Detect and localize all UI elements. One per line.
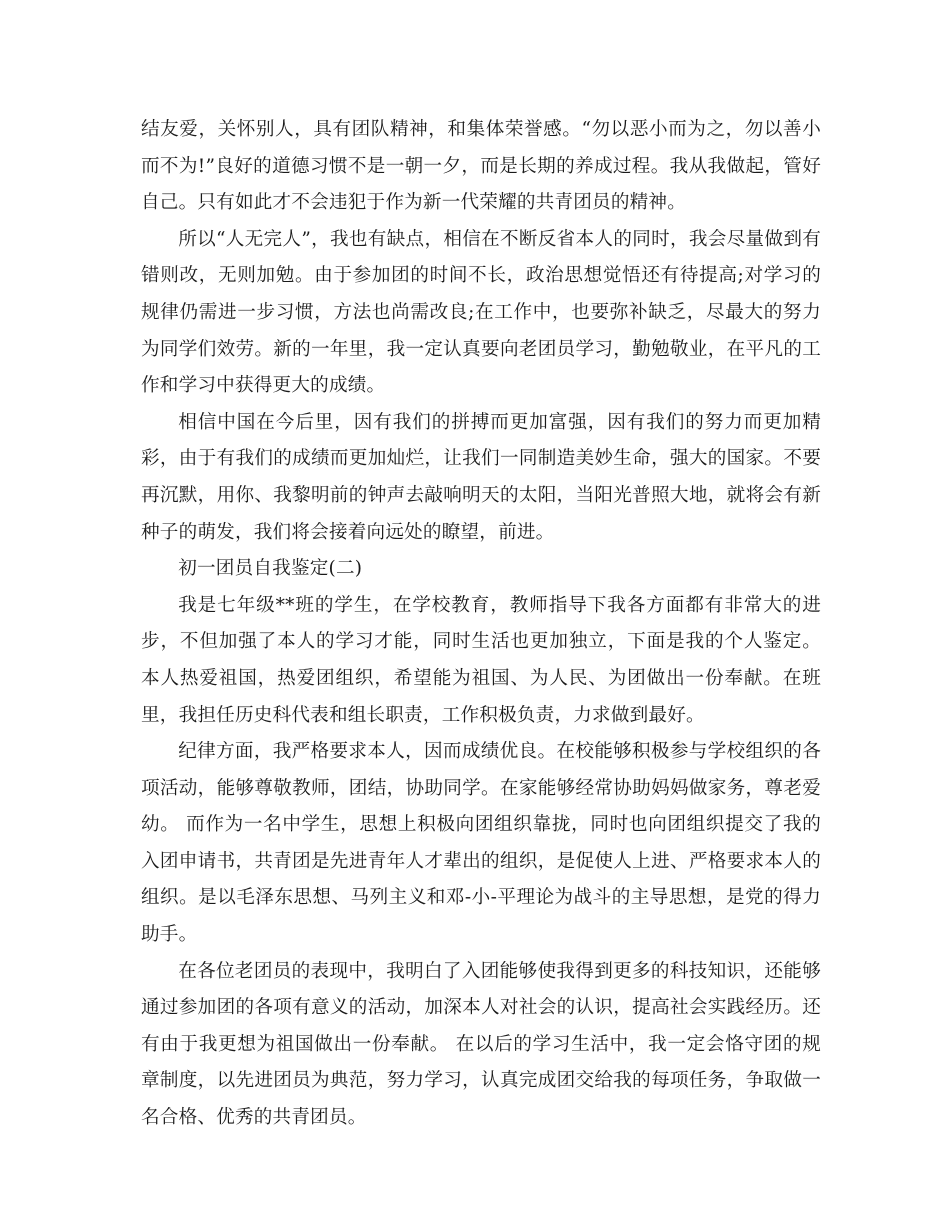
document-body bbox=[141, 112, 821, 1137]
paragraph-aspiration: 相信中国在今后里，因有我们的拼搏而更加富强，因有我们的努力而更加精彩，由于有我们的成绩而更加灿烂，让我们一同制造美妙生命，强大的国家。不要再沉默，用你、我黎明前的钟声去敲响明天的太阳，当阳光普照大地，就将会有新种子的萌发，我们将会接着向远处的瞭望，前进。 bbox=[141, 411, 821, 543]
section-heading: 初一团员自我鉴定(二) bbox=[178, 558, 363, 580]
paragraph-introduction: 我是七年级**班的学生，在学校教育，教师指导下我各方面都有非常大的进步，不但加强了本人的学习才能，同时生活也更加独立，下面是我的个人鉴定。 本人热爱祖国，热爱团组织，希望能为祖国、为人民、为团做出一份奉献。在班里，我担任历史科代表和组长职责，工作积极负责，力求做到最好。 bbox=[141, 594, 821, 726]
paragraph-discipline: 纪律方面，我严格要求本人，因而成绩优良。在校能够积极参与学校组织的各项活动，能够尊敬教师，团结，协助同学。在家能够经常协助妈妈做家务，尊老爱幼。 而作为一名中学生，思想上积极向团组织靠拢，同时也向团组织提交了我的入团申请书，共青团是先进青年人才辈出的组织，是促使人上进、严格要求本人的组织。是以毛泽东思想、马列主义和邓-小-平理论为战斗的主导思想，是党的得力助手。 bbox=[141, 741, 821, 946]
paragraph-self-reflection: 所以“人无完人”，我也有缺点，相信在不断反省本人的同时，我会尽量做到有错则改，无则加勉。由于参加团的时间不长，政治思想觉悟还有待提高;对学习的规律仍需进一步习惯，方法也尚需改良;在工作中，也要弥补缺乏，尽最大的努力为同学们效劳。新的一年里，我一定认真要向老团员学习，勤勉敬业，在平凡的工作和学习中获得更大的成绩。 bbox=[141, 228, 821, 397]
paragraph-continuation: 结友爱，关怀别人，具有团队精神，和集体荣誉感。“勿以恶小而为之，勿以善小而不为!”良好的道德习惯不是一朝一夕，而是长期的养成过程。我从我做起，管好自己。只有如此才不会违犯于作为新一代荣耀的共青团员的精神。 bbox=[141, 119, 821, 214]
paragraph-conclusion: 在各位老团员的表现中，我明白了入团能够使我得到更多的科技知识，还能够通过参加团的各项有意义的活动，加深本人对社会的认识，提高社会实践经历。还有由于我更想为祖国做出一份奉献。 在以后的学习生活中，我一定会恪守团的规章制度，以先进团员为典范，努力学习，认真完成团交给我的每项任务，争取做一名合格、优秀的共青团员。 bbox=[141, 960, 821, 1129]
